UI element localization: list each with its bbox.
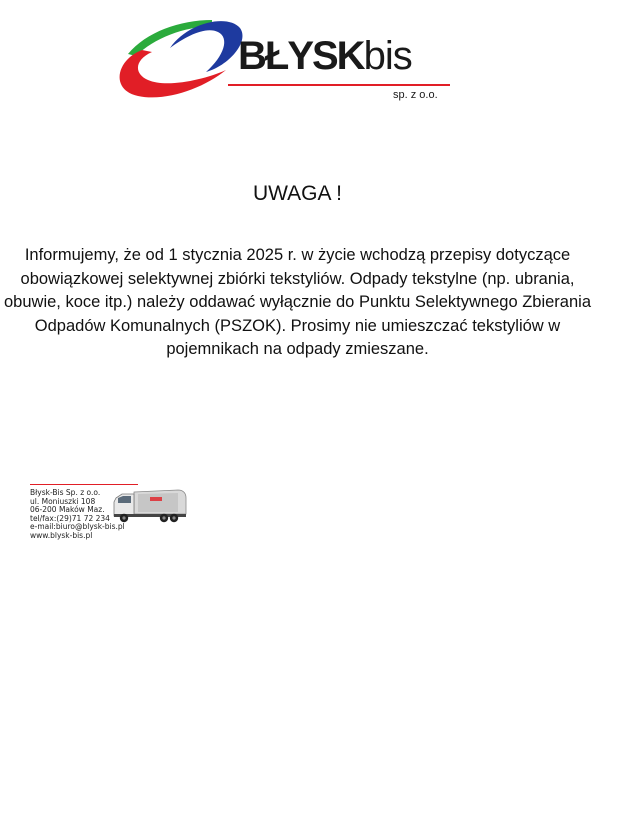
footer-divider bbox=[30, 484, 138, 485]
logo-underline bbox=[228, 84, 450, 86]
garbage-truck-icon bbox=[112, 486, 188, 524]
logo-brand: BŁYSK bbox=[238, 34, 364, 78]
notice-heading: UWAGA ! bbox=[252, 182, 343, 205]
company-street: ul. Moniuszki 108 bbox=[30, 496, 96, 506]
logo-suffix: bis bbox=[363, 34, 412, 78]
company-phone: tel/fax:(29)71 72 234 bbox=[30, 513, 110, 523]
logo-subtitle: sp. z o.o. bbox=[393, 89, 438, 101]
contact-lines bbox=[30, 489, 125, 541]
company-name: Błysk-Bis Sp. z o.o. bbox=[30, 488, 101, 497]
company-email: e-mail:biuro@blysk-bis.pl bbox=[30, 522, 125, 532]
notice-body: Informujemy, że od 1 stycznia 2025 r. w życie wchodzą przepisy dotyczące obowiązkowej selektywnej zbiórki tekstyliów. Odpady tekstylne (np. ubrania, obuwie, koce itp.) należy oddawać wyłącznie do Punktu Selektywnego Zbierania Odpadów Komunalnych (PSZOK). Prosimy nie umieszczać tekstyliów w pojemnikach na odpady zmieszane. bbox=[4, 246, 591, 358]
logo-wordmark bbox=[238, 36, 412, 76]
company-logo bbox=[108, 12, 453, 104]
company-city: 06-200 Maków Maz. bbox=[30, 505, 105, 515]
company-website: www.blysk-bis.pl bbox=[30, 530, 93, 540]
company-contact-card bbox=[28, 484, 190, 546]
logo-red-swoosh bbox=[120, 50, 226, 97]
